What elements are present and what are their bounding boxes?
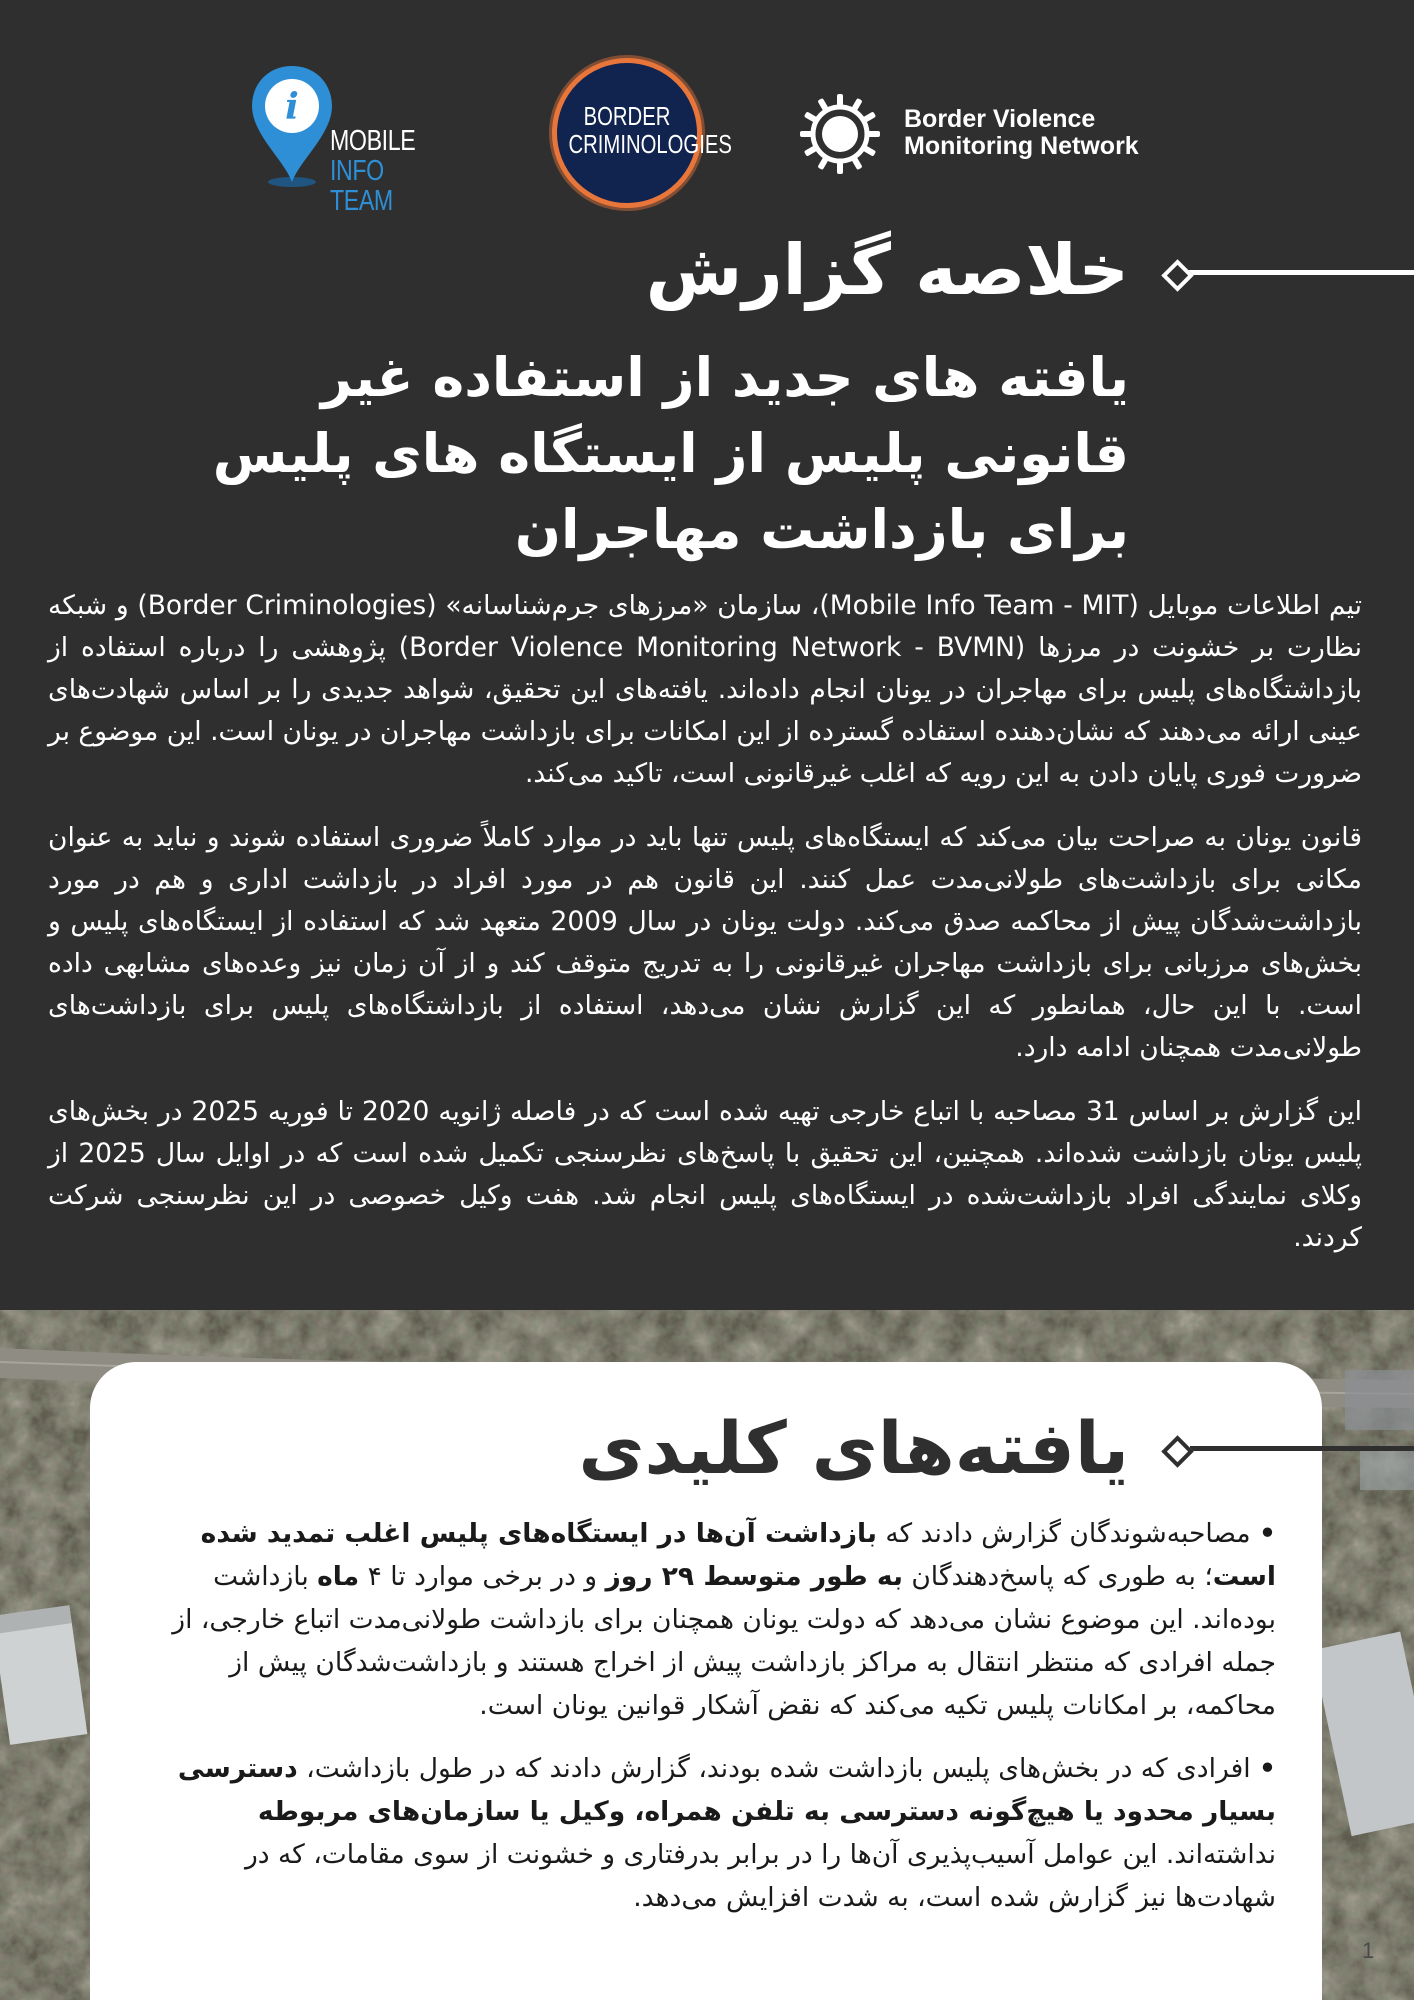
mobile-info-team-logo [248,64,468,217]
finding-emphasis: دسترسی بسیار محدود یا هیچ‌گونه دسترسی به تلفن همراه، وکیل یا سازمان‌های مربوطه [177,1753,1276,1827]
key-findings-rule [1190,1446,1414,1451]
bvmn-logo-text [904,106,1139,160]
map-pin-icon [248,64,338,192]
bullet-marker: • [1259,1753,1276,1784]
finding-emphasis: ماه [317,1561,360,1592]
key-findings-list [140,1512,1276,1939]
bvmn-logo-line1: Border Violence [904,105,1096,133]
mit-logo-line1: MOBILE [330,125,416,157]
finding-emphasis: بازداشت آن‌ها در ایستگاه‌های پلیس اغلب تمدید شده است [200,1518,1276,1592]
intro-paragraph: تیم اطلاعات موبایل (Mobile Info Team - MIT)، سازمان «مرزهای جرم‌شناسانه» (Border Criminologies) و شبکه نظارت بر خشونت در مرزها (Border Violence Monitoring Network - BVMN) پژوهشی را درباره استفاده از بازداشتگاه‌های پلیس برای مهاجران در یونان انجام داده‌اند. یافته‌های این تحقیق، شواهد جدیدی را بر اساس شهادت‌های عینی ارائه می‌دهند که نشان‌دهنده استفاده گسترده از این امکانات برای بازداشت مهاجران در یونان است. این موضوع بر ضرورت فوری پایان دادن به این رویه که اغلب غیرقانونی است، تاکید می‌کند. [48,590,1363,789]
bvmn-logo-line2: Monitoring Network [904,132,1139,160]
border-criminologies-logo [542,54,732,212]
bc-logo-line2: CRIMINOLOGIES [568,129,732,159]
report-subtitle: یافته های جدید از استفاده غیر قانونی پلیس از ایستگاه های پلیس برای بازداشت مهاجران [212,346,1129,561]
bullet-marker: • [1259,1518,1276,1549]
intro-text [48,585,1362,1281]
intro-paragraph: قانون یونان به صراحت بیان می‌کند که ایستگاه‌های پلیس تنها باید در موارد کاملاً ضروری استفاده شوند و نباید به عنوان مکانی برای بازداشت‌های طولانی‌مدت عمل کنند. این قانون هم در مورد افراد در بازداشت اداری و هم در مورد بازداشت‌شدگان پیش از محاکمه صدق می‌کند. دولت یونان در سال 2009 متعهد شد که استفاده از ایستگاه‌های پلیس و بخش‌های مرزبانی برای بازداشت مهاجران غیرقانونی را به تدریج متوقف کند و از آن زمان نیز وعده‌های مشابهی داده است. با این حال، همانطور که این گزارش نشان می‌دهد، استفاده از بازداشتگاه‌های پلیس برای بازداشت‌های طولانی‌مدت همچنان ادامه دارد. [48,822,1362,1063]
mit-logo-line2: INFO TEAM [330,155,393,217]
intro-paragraph: این گزارش بر اساس 31 مصاحبه با اتباع خارجی تهیه شده است که در فاصله ژانویه 2020 تا فوریه 2025 در بخش‌های پلیس یونان بازداشت شده‌اند. همچنین، این تحقیق با پاسخ‌های نظرسنجی تکمیل شده است که در اوایل سال 2025 از وکلای نمایندگی افراد بازداشت‌شده در ایستگاه‌های پلیس انجام شد. هفت وکیل خصوصی در این نظرسنجی شرکت کردند. [48,1096,1363,1253]
finding-text: و در برخی موارد تا ۴ [359,1561,606,1592]
finding-item [140,1747,1276,1919]
bc-logo-text [568,101,732,159]
title-rule [1168,270,1414,275]
page-number: 1 [1362,1938,1375,1963]
title-diamond-marker [1161,259,1194,292]
mit-logo-text [330,126,440,216]
finding-text: بازداشت بوده‌اند. این موضوع نشان می‌دهد که دولت یونان همچنان برای بازداشت طولانی‌مدت اتباع خارجی، از جمله افرادی که منتظر انتقال به مراکز بازداشت پیش از اخراج هستند و بازداشت‌شدگان پیش از محاکمه، بر امکانات پلیس تکیه می‌کند که نقض آشکار قوانین یونان است. [172,1561,1276,1721]
finding-item [140,1512,1276,1727]
finding-emphasis: به طور متوسط ۲۹ روز [605,1561,903,1592]
finding-text: مصاحبه‌شوندگان گزارش دادند که [876,1518,1251,1549]
info-glyph: i [285,86,299,128]
finding-text: ؛ به طوری که پاسخ‌دهندگان [902,1561,1213,1592]
key-findings-title: یافته‌های کلیدی [578,1406,1129,1490]
finding-text: افرادی که در بخش‌های پلیس بازداشت شده بودند، گزارش دادند که در طول بازداشت، [297,1753,1251,1784]
sun-icon [800,94,880,174]
finding-text: نداشته‌اند. این عوامل آسیب‌پذیری آن‌ها را در برابر بدرفتاری و خشونت از سوی مقامات، که در شهادت‌ها نیز گزارش شده است، به شدت افزایش می‌دهد. [244,1839,1276,1913]
bc-logo-line1: BORDER [583,101,671,131]
bvmn-logo [800,94,1180,184]
page-title: خلاصه گزارش [645,229,1129,311]
